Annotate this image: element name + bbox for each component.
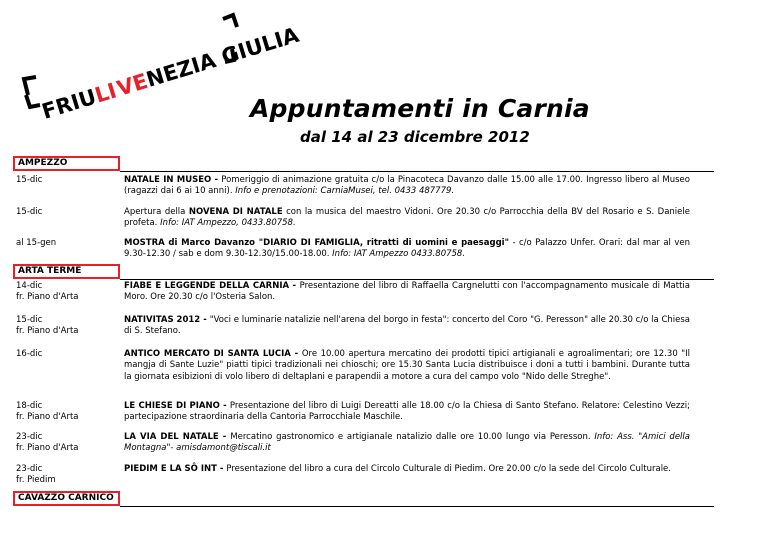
event-date: 15-dic <box>16 207 43 217</box>
section-divider <box>120 171 714 172</box>
logo-text-friu: FRIU <box>39 84 100 124</box>
event-description: Apertura della NOVENA DI NATALE con la musica del maestro Vidoni. Ore 20.30 c/o Parrocchia della BV del Rosario e S. Daniele profeta. Info: IAT Ampezzo, 0433.80758. <box>124 207 690 229</box>
section-header-arta-terme: ARTA TERME <box>13 264 120 279</box>
page-subtitle: dal 14 al 23 dicembre 2012 <box>300 128 530 146</box>
event-description: LA VIA DEL NATALE - Mercatino gastronomico e artigianale natalizio dalle ore 10.00 lungo via Peresson. Info: Ass. "Amici della Montagna"- amisdamont@tiscali.it <box>124 432 690 454</box>
event-date: al 15-gen <box>16 238 57 248</box>
event-date: 16-dic <box>16 349 43 359</box>
event-date: 14-dic fr. Piano d'Arta <box>16 281 79 302</box>
logo-text-nezia-giulia: NEZIA GIULIA <box>143 22 302 92</box>
section-header-cavazzo-carnico: CAVAZZO CARNICO <box>13 491 120 506</box>
event-date: 18-dic fr. Piano d'Arta <box>16 401 79 422</box>
event-description: ANTICO MERCATO DI SANTA LUCIA - Ore 10.00 apertura mercatino dei prodotti tipici artigianali e agroalimentari; ore 12.30 "Il mangja di Sante Luzie" piatti tipici tradizionali nei chioschi; ore 15.30 Santa Lucia distribuisce i doni a tutti i bambini. Durante tutta la giornata esibizioni di volo libero di deltaplani e parapendii a motore a cura del campo volo "Nido delle Streghe". <box>124 349 690 382</box>
event-description: LE CHIESE DI PIANO - Presentazione del libro di Luigi Dereatti alle 18.00 c/o la Chiesa di Santo Stefano. Relatore: Celestino Vezzi; partecipazione straordinaria della Cantoria Parrocchiale Maschile. <box>124 401 690 423</box>
event-date: 23-dic fr. Piedim <box>16 464 56 485</box>
section-header-ampezzo: AMPEZZO <box>13 156 120 171</box>
event-date: 15-dic fr. Piano d'Arta <box>16 315 79 336</box>
event-description: NATIVITAS 2012 - "Voci e luminarie natalizie nell'arena del borgo in festa": concerto del Coro "G. Peresson" alle 20.30 c/o la Chiesa di S. Stefano. <box>124 315 690 337</box>
event-description: PIEDIM E LA SÔ INT - Presentazione del libro a cura del Circolo Culturale di Piedim. Ore 20.00 c/o la sede del Circolo Culturale. <box>124 464 671 474</box>
event-description: MOSTRA di Marco Davanzo "DIARIO DI FAMIGLIA, ritratti di uomini e paesaggi" - c/o Palazzo Unfer. Orari: dal mar al ven 9.30-12.30 / sab e dom 9.30-12.30/15.00-18.00. Info: IAT Ampezzo 0433.80758. <box>124 238 691 260</box>
event-description: FIABE E LEGGENDE DELLA CARNIA - Presentazione del libro di Raffaella Cargnelutti con l'accompagnamento musicale di Mattia Moro. Ore 20.30 c/o l'Osteria Salon. <box>124 281 690 303</box>
event-date: 15-dic <box>16 175 43 185</box>
friuli-venezia-giulia-logo <box>20 15 302 124</box>
page-title: Appuntamenti in Carnia <box>250 94 590 123</box>
section-divider <box>120 279 714 280</box>
logo-text-ve: VE <box>114 69 151 101</box>
event-date: 23-dic fr. Piano d'Arta <box>16 432 79 453</box>
event-description: NATALE IN MUSEO - Pomeriggio di animazione gratuita c/o la Pinacoteca Davanzo dalle 15.00 alle 17.00. Ingresso libero al Museo (ragazzi dai 6 ai 10 anni). Info e prenotazioni: CarniaMusei, tel. 0433 487779. <box>124 175 690 197</box>
logo-text-li: LI <box>92 78 120 108</box>
section-divider <box>120 506 714 507</box>
